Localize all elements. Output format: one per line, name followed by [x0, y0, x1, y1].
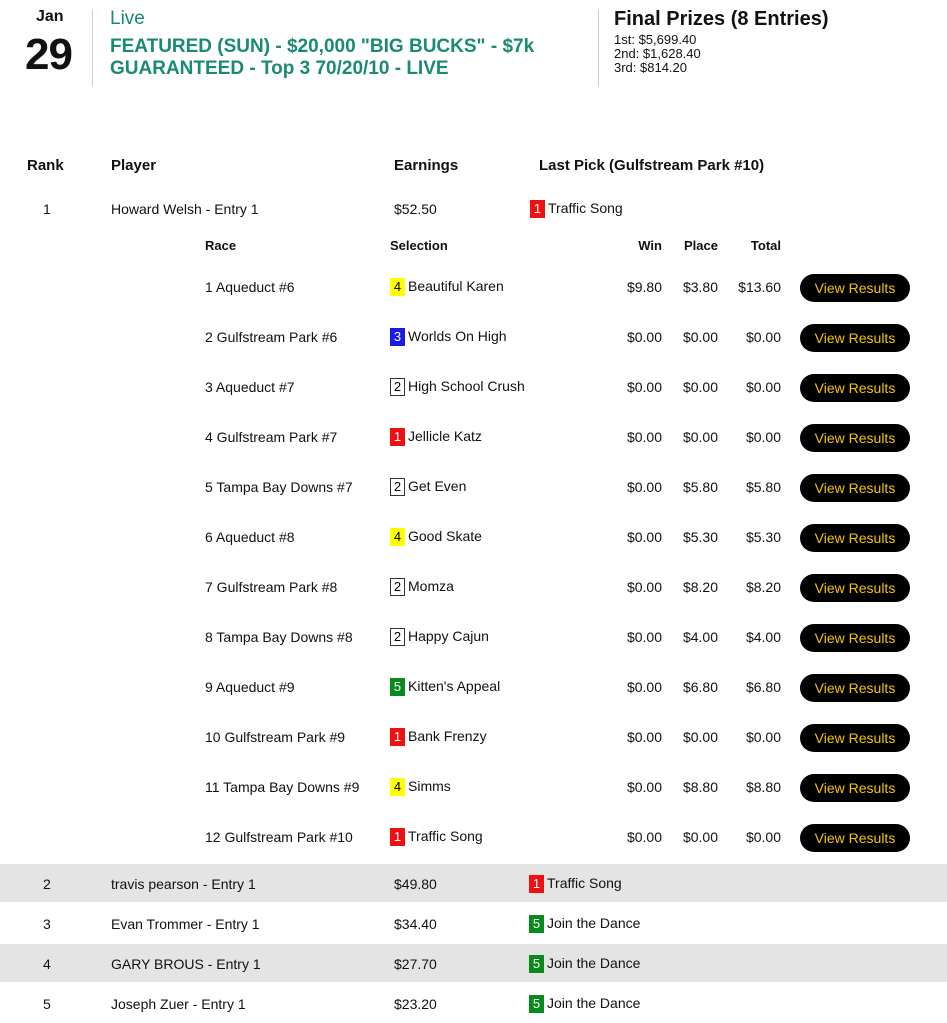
- player-name[interactable]: Evan Trommer - Entry 1: [111, 916, 260, 932]
- player-earnings: $27.70: [394, 956, 437, 972]
- post-position-badge: 2: [390, 628, 405, 646]
- view-results-button[interactable]: View Results: [800, 824, 910, 852]
- player-row[interactable]: [0, 864, 947, 902]
- race-name: 8 Tampa Bay Downs #8: [205, 629, 353, 645]
- prize-3rd: 3rd: $814.20: [614, 60, 688, 75]
- post-position-badge: 2: [390, 578, 405, 596]
- header-divider: [598, 10, 599, 86]
- view-results-button[interactable]: View Results: [800, 574, 910, 602]
- view-results-button[interactable]: View Results: [800, 274, 910, 302]
- win-payout: $9.80: [626, 279, 662, 295]
- win-payout: $0.00: [626, 529, 662, 545]
- post-position-badge: 5: [529, 955, 544, 973]
- player-rank: 1: [43, 201, 51, 217]
- player-rank: 4: [43, 956, 51, 972]
- place-payout: $6.80: [682, 679, 718, 695]
- total-payout: $8.80: [745, 779, 781, 795]
- selection: [390, 628, 489, 646]
- sub-header-race: Race: [205, 238, 237, 253]
- place-payout: $5.30: [682, 529, 718, 545]
- player-earnings: $23.20: [394, 996, 437, 1012]
- horse-name: Simms: [408, 778, 451, 794]
- selection: [390, 728, 487, 746]
- player-name[interactable]: travis pearson - Entry 1: [111, 876, 256, 892]
- view-results-button[interactable]: View Results: [800, 624, 910, 652]
- place-payout: $0.00: [682, 379, 718, 395]
- horse-name: Kitten's Appeal: [408, 678, 501, 694]
- race-name: 9 Aqueduct #9: [205, 679, 295, 695]
- header-divider: [92, 10, 93, 86]
- selection: [390, 328, 507, 346]
- win-payout: $0.00: [626, 779, 662, 795]
- place-payout: $4.00: [682, 629, 718, 645]
- place-payout: $0.00: [682, 829, 718, 845]
- col-header-last-pick: Last Pick (Gulfstream Park #10): [539, 157, 765, 174]
- total-payout: $0.00: [745, 379, 781, 395]
- win-payout: $0.00: [626, 579, 662, 595]
- win-payout: $0.00: [626, 379, 662, 395]
- last-pick: [529, 915, 640, 933]
- selection: [390, 528, 482, 546]
- selection: [390, 828, 483, 846]
- horse-name: Good Skate: [408, 528, 482, 544]
- player-earnings: $52.50: [394, 201, 437, 217]
- view-results-button[interactable]: View Results: [800, 474, 910, 502]
- post-position-badge: 4: [390, 528, 405, 546]
- player-name[interactable]: Howard Welsh - Entry 1: [111, 201, 259, 217]
- place-payout: $8.20: [682, 579, 718, 595]
- prize-2nd: 2nd: $1,628.40: [614, 46, 701, 61]
- total-payout: $8.20: [745, 579, 781, 595]
- player-rank: 5: [43, 996, 51, 1012]
- win-payout: $0.00: [626, 479, 662, 495]
- total-payout: $0.00: [745, 729, 781, 745]
- win-payout: $0.00: [626, 729, 662, 745]
- place-payout: $3.80: [682, 279, 718, 295]
- place-payout: $0.00: [682, 429, 718, 445]
- view-results-button[interactable]: View Results: [800, 324, 910, 352]
- win-payout: $0.00: [626, 329, 662, 345]
- contest-status: Live: [110, 8, 145, 29]
- horse-name: Traffic Song: [548, 200, 623, 216]
- selection: [390, 678, 500, 696]
- selection: [390, 278, 504, 296]
- view-results-button[interactable]: View Results: [800, 424, 910, 452]
- col-header-player: Player: [111, 157, 157, 174]
- win-payout: $0.00: [626, 679, 662, 695]
- race-name: 2 Gulfstream Park #6: [205, 329, 338, 345]
- view-results-button[interactable]: View Results: [800, 724, 910, 752]
- view-results-button[interactable]: View Results: [800, 674, 910, 702]
- player-rank: 2: [43, 876, 51, 892]
- post-position-badge: 1: [530, 200, 545, 218]
- post-position-badge: 1: [390, 428, 405, 446]
- place-payout: $5.80: [682, 479, 718, 495]
- place-payout: $8.80: [682, 779, 718, 795]
- player-row[interactable]: [0, 984, 947, 1022]
- post-position-badge: 2: [390, 378, 405, 396]
- prizes-title: Final Prizes (8 Entries): [614, 8, 829, 30]
- horse-name: Happy Cajun: [408, 628, 489, 644]
- sub-header-selection: Selection: [390, 238, 448, 253]
- total-payout: $5.30: [745, 529, 781, 545]
- post-position-badge: 1: [529, 875, 544, 893]
- date-day: 29: [25, 30, 72, 79]
- horse-name: Jellicle Katz: [408, 428, 482, 444]
- post-position-badge: 4: [390, 278, 405, 296]
- win-payout: $0.00: [626, 829, 662, 845]
- post-position-badge: 5: [529, 915, 544, 933]
- total-payout: $0.00: [745, 329, 781, 345]
- place-payout: $0.00: [682, 729, 718, 745]
- player-earnings: $49.80: [394, 876, 437, 892]
- horse-name: Traffic Song: [408, 828, 483, 844]
- selection: [390, 378, 525, 396]
- selection: [390, 578, 454, 596]
- player-name[interactable]: Joseph Zuer - Entry 1: [111, 996, 246, 1012]
- player-name[interactable]: GARY BROUS - Entry 1: [111, 956, 261, 972]
- selection: [390, 478, 466, 496]
- date-month: Jan: [36, 8, 64, 25]
- horse-name: Join the Dance: [547, 995, 641, 1011]
- prize-1st: 1st: $5,699.40: [614, 32, 697, 47]
- horse-name: Worlds On High: [408, 328, 507, 344]
- last-pick: [529, 955, 640, 973]
- post-position-badge: 5: [529, 995, 544, 1013]
- total-payout: $4.00: [745, 629, 781, 645]
- place-payout: $0.00: [682, 329, 718, 345]
- horse-name: Beautiful Karen: [408, 278, 504, 294]
- col-header-earnings: Earnings: [394, 157, 459, 174]
- total-payout: $0.00: [745, 429, 781, 445]
- post-position-badge: 1: [390, 828, 405, 846]
- post-position-badge: 1: [390, 728, 405, 746]
- post-position-badge: 3: [390, 328, 405, 346]
- sub-header-win: Win: [638, 238, 662, 253]
- player-earnings: $34.40: [394, 916, 437, 932]
- player-rank: 3: [43, 916, 51, 932]
- last-pick: [530, 200, 623, 218]
- win-payout: $0.00: [626, 629, 662, 645]
- sub-header-place: Place: [684, 238, 718, 253]
- contest-title: FEATURED (SUN) - $20,000 "BIG BUCKS" - $7k GUARANTEED - Top 3 70/20/10 - LIVE: [110, 36, 535, 79]
- win-payout: $0.00: [626, 429, 662, 445]
- race-name: 12 Gulfstream Park #10: [205, 829, 353, 845]
- horse-name: High School Crush: [408, 378, 525, 394]
- col-header-rank: Rank: [27, 157, 64, 174]
- race-name: 1 Aqueduct #6: [205, 279, 295, 295]
- horse-name: Bank Frenzy: [408, 728, 487, 744]
- post-position-badge: 5: [390, 678, 405, 696]
- last-pick: [529, 875, 622, 893]
- player-row[interactable]: [0, 944, 947, 982]
- total-payout: $13.60: [738, 279, 781, 295]
- horse-name: Traffic Song: [547, 875, 622, 891]
- race-name: 10 Gulfstream Park #9: [205, 729, 346, 745]
- selection: [390, 428, 482, 446]
- race-name: 4 Gulfstream Park #7: [205, 429, 338, 445]
- race-name: 5 Tampa Bay Downs #7: [205, 479, 353, 495]
- race-name: 11 Tampa Bay Downs #9: [205, 779, 360, 795]
- race-name: 7 Gulfstream Park #8: [205, 579, 338, 595]
- post-position-badge: 4: [390, 778, 405, 796]
- view-results-button[interactable]: View Results: [800, 524, 910, 552]
- view-results-button[interactable]: View Results: [800, 774, 910, 802]
- total-payout: $5.80: [745, 479, 781, 495]
- selection: [390, 778, 451, 796]
- total-payout: $0.00: [745, 829, 781, 845]
- race-name: 6 Aqueduct #8: [205, 529, 295, 545]
- race-name: 3 Aqueduct #7: [205, 379, 295, 395]
- post-position-badge: 2: [390, 478, 405, 496]
- horse-name: Join the Dance: [547, 915, 641, 931]
- last-pick: [529, 995, 640, 1013]
- total-payout: $6.80: [745, 679, 781, 695]
- horse-name: Get Even: [408, 478, 467, 494]
- player-row[interactable]: [0, 904, 947, 942]
- sub-header-total: Total: [750, 238, 781, 253]
- horse-name: Momza: [408, 578, 454, 594]
- view-results-button[interactable]: View Results: [800, 374, 910, 402]
- horse-name: Join the Dance: [547, 955, 641, 971]
